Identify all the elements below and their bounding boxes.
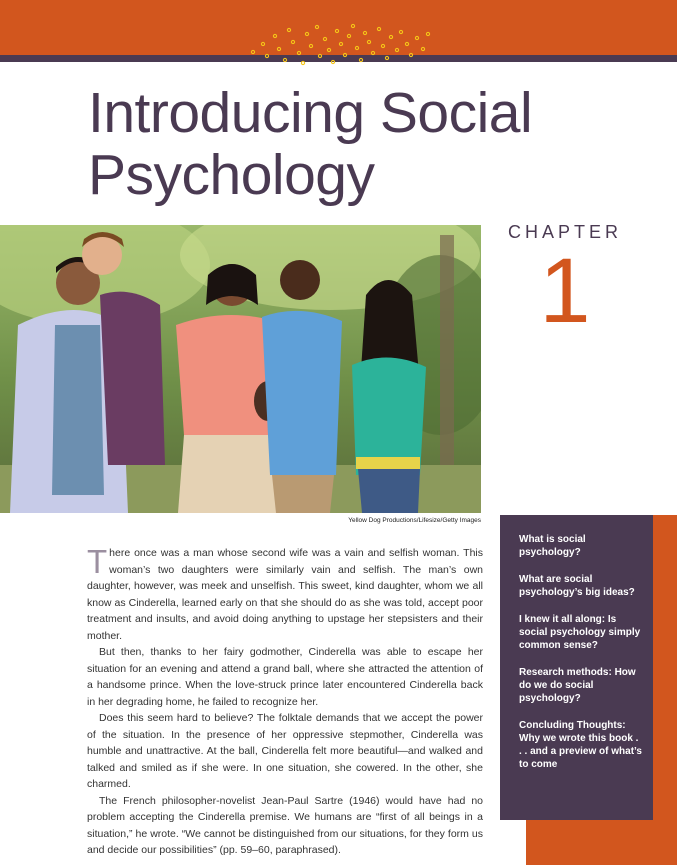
paragraph-3: Does this seem hard to believe? The folktale demands that we accept the power of the situation. In the presence of her oppressive stepmother, Cinderella was humble and unattractive. At the ball, Cinderella felt more beautiful—and walked and talked and smiled as if she were. In one situation, she cowered. In the other, she charmed. [87,712,483,790]
outline-item: Concluding Thoughts: Why we wrote this book . . . and a preview of what’s to come [519,720,642,770]
students-walking-illustration [0,225,481,513]
chapter-number: 1 [539,240,591,342]
chapter-label: CHAPTER [507,222,622,242]
chapter-outline-sidebar [500,515,653,820]
chapter-photo [0,225,481,513]
chapter-outline-list [500,515,653,771]
paragraph-2: But then, thanks to her fairy godmother, Cinderella was able to escape her situation for an evening and attend a grand ball, where she attracted the attention of a handsome prince. When the love-struck prince later encountered Cinderella back in her degrading home, he failed to recognize her. [87,646,483,708]
chapter-title: Introducing Social Psychology [88,81,533,207]
decorative-dots [245,22,435,67]
outline-item: What is social psychology? [519,534,586,558]
photo-credit: Yellow Dog Productions/Lifesize/Getty Images [348,517,481,524]
outline-item: What are social psychology’s big ideas? [519,574,635,598]
paragraph-1-text: here once was a man whose second wife was a vain and selfish woman. This woman’s two daughters were similarly vain and selfish. The man’s own daughter, however, was meek and unselfish. This sweet, kind daughter, whom we all know as Cinderella, learned early on that she should do as she was told, accept poor treatment and insults, and avoid doing anything to upstage her stepsisters and their mother. [87,547,483,642]
drop-cap: T [87,543,108,580]
outline-item: I knew it all along: Is social psychology simply common sense? [519,614,641,651]
paragraph-4: The French philosopher-novelist Jean-Paul Sartre (1946) would have had no problem accepting the Cinderella premise. We humans are “first of all beings in a situation,” he wrote. “We cannot be distinguished from our situations, for they form us and decide our possibilities” (pp. 59–60, paraphrased). [87,794,483,856]
outline-item: Research methods: How do we do social psychology? [519,667,636,704]
chapter-body [87,545,483,859]
paragraph-1 [87,545,483,644]
